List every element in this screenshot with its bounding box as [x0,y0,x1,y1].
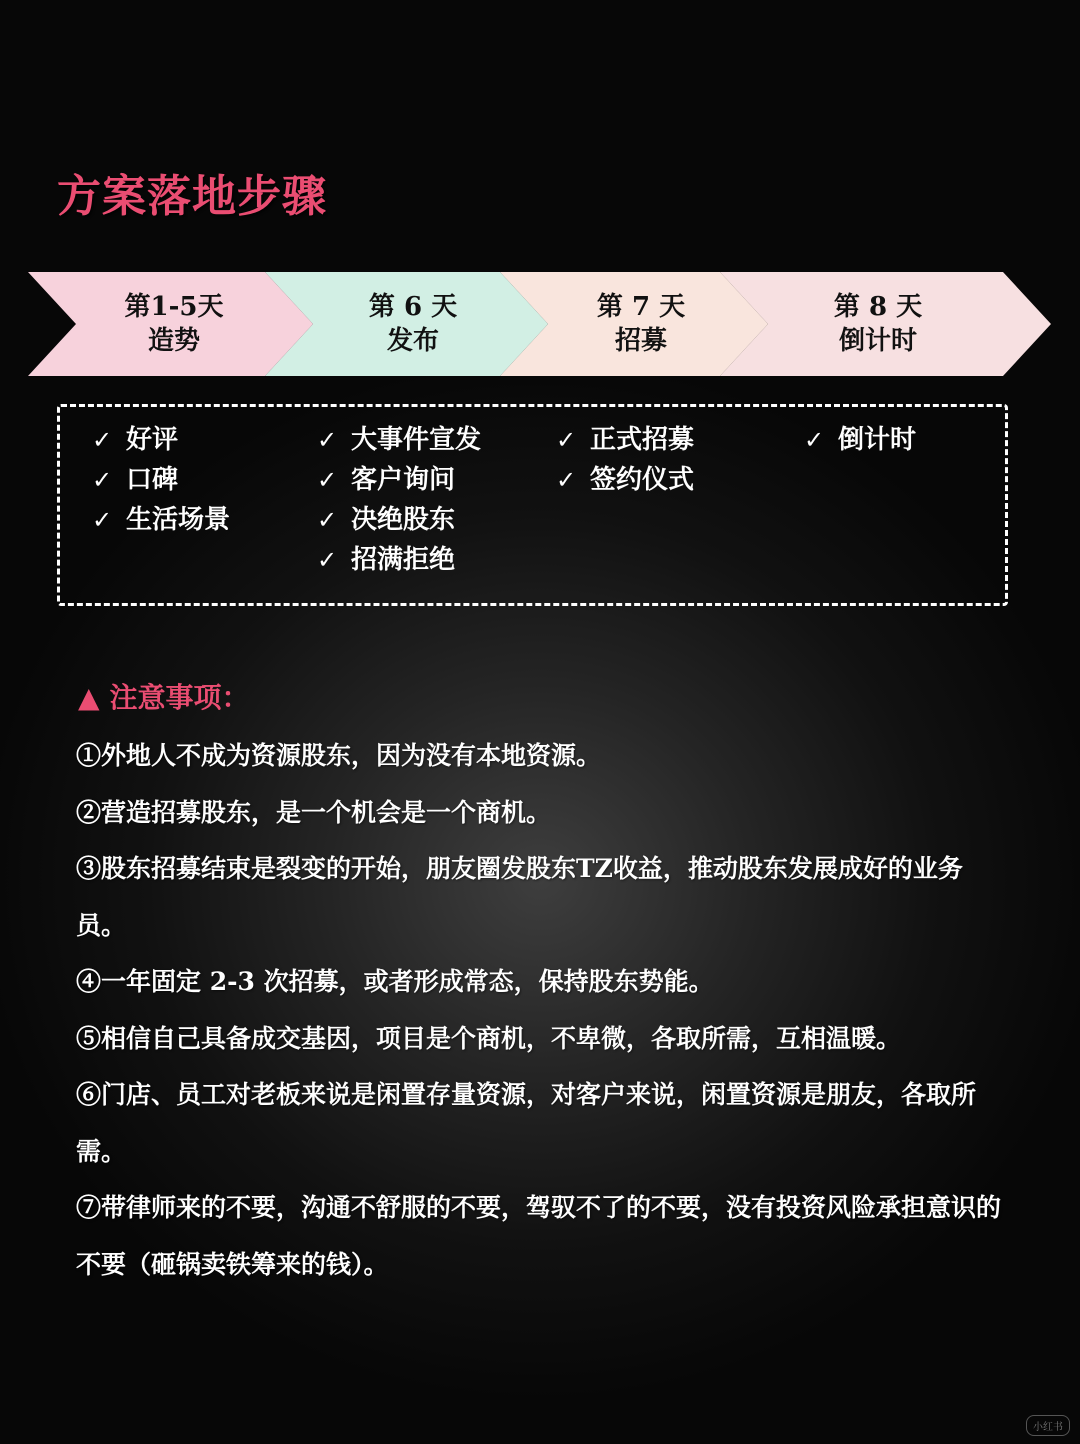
page-title: 方案落地步骤 [57,171,327,222]
note-item: ④一年固定 2-3 次招募，或者形成常态，保持股东势能。 [76,967,714,996]
check-icon: ✓ [92,466,113,494]
step-day: 第1-5天 [124,292,224,322]
step-label-1 [64,290,284,358]
checklist-column-3 [556,420,694,500]
checklist-item: ✓ 签约仪式 [556,460,694,500]
checklist-item: ✓ 口碑 [92,460,230,500]
check-icon: ✓ [317,466,338,494]
step-label-4 [768,290,988,358]
check-icon: ✓ [556,426,577,454]
checklist-item: ✓ 招满拒绝 [317,540,481,580]
step-name: 倒计时 [838,326,917,356]
check-icon: ✓ [556,466,577,494]
step-label-2 [303,290,523,358]
checklist-item: ✓ 正式招募 [556,420,694,460]
step-name: 发布 [386,326,439,356]
note-item: ①外地人不成为资源股东，因为没有本地资源。 [76,741,602,770]
check-icon: ✓ [317,546,338,574]
check-icon: ✓ [317,426,338,454]
check-icon: ✓ [92,506,113,534]
check-icon: ✓ [317,506,338,534]
triangle-icon: ▲ [78,681,100,714]
check-icon: ✓ [92,426,113,454]
checklist-item: ✓ 好评 [92,420,230,460]
step-name: 造势 [147,326,200,356]
notes-heading [78,676,250,716]
checklist-item: ✓ 生活场景 [92,500,230,540]
note-item: ⑦带律师来的不要，沟通不舒服的不要，驾驭不了的不要，没有投资风险承担意识的不要（砸锅卖铁筹来的钱）。 [76,1193,1002,1279]
note-item: ⑥门店、员工对老板来说是闲置存量资源，对客户来说，闲置资源是朋友，各取所需。 [76,1080,977,1166]
note-item: ⑤相信自己具备成交基因，项目是个商机，不卑微，各取所需，互相温暖。 [76,1023,902,1053]
checklist-column-4 [804,420,916,460]
checklist-column-1 [92,420,230,540]
step-label-3 [531,290,751,358]
checklist-item: ✓ 倒计时 [804,420,916,460]
notes-list [76,728,1006,1293]
step-day: 第 7 天 [596,292,686,322]
checklist-item: ✓ 客户询问 [317,460,481,500]
step-name: 招募 [614,326,667,356]
checklist-item: ✓ 决绝股东 [317,500,481,540]
step-day: 第 8 天 [833,292,923,322]
note-item: ③股东招募结束是裂变的开始，朋友圈发股东TZ收益，推动股东发展成好的业务员。 [76,854,963,940]
checklist-item: ✓ 大事件宣发 [317,420,481,460]
watermark-logo: 小红书 [1026,1415,1070,1436]
step-day: 第 6 天 [368,292,458,322]
note-item: ②营造招募股东，是一个机会是一个商机。 [76,797,552,827]
check-icon: ✓ [804,426,825,454]
notes-heading-text: 注意事项： [109,681,250,714]
checklist-column-2 [317,420,481,580]
